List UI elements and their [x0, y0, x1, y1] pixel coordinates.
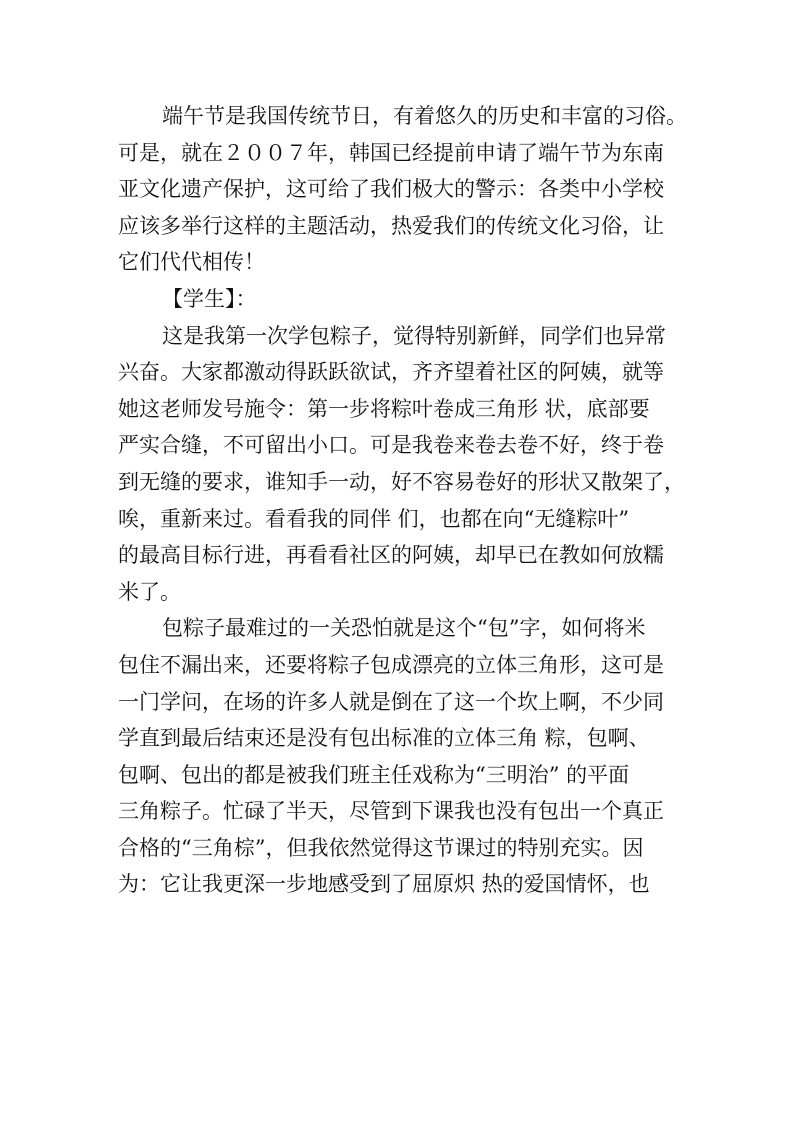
text-line: 可是，就在２００７年，韩国已经提前申请了端午节为东南 — [118, 140, 664, 165]
text-line: 米了。 — [118, 579, 181, 604]
text-line: 的最高目标行进，再看看社区的阿姨，却早已在教如何放糯 — [118, 543, 664, 568]
document-body — [118, 98, 687, 903]
text-line: 包住不漏出来，还要将粽子包成漂亮的立体三角形，这可是 — [118, 652, 664, 677]
paragraph-1 — [118, 98, 687, 281]
text-line: 兴奋。大家都激动得跃跃欲试，齐齐望着社区的阿姨，就等 — [118, 360, 664, 385]
text-line: 到无缝的要求，谁知手一动，好不容易卷好的形状又散架了， — [118, 469, 685, 494]
text-line: 三角粽子。忙碌了半天，尽管到下课我也没有包出一个真正 — [118, 799, 664, 824]
text-line: 一门学问，在场的许多人就是倒在了这一个坎上啊，不少同 — [118, 689, 664, 714]
text-line: 为：它让我更深一步地感受到了屈原炽 热的爱国情怀，也 — [118, 872, 650, 897]
text-line: 亚文化遗产保护，这可给了我们极大的警示：各类中小学校 — [118, 177, 664, 202]
text-line: 应该多举行这样的主题活动，热爱我们的传统文化习俗，让 — [118, 213, 664, 238]
text-line: 包粽子最难过的一关恐怕就是这个“包”字，如何将米 — [162, 616, 646, 641]
text-line: 包啊、包出的都是被我们班主任戏称为“三明治” 的平面 — [118, 762, 630, 787]
text-line: 端午节是我国传统节日，有着悠久的历史和丰富的习俗。 — [162, 104, 687, 128]
paragraph-3 — [118, 318, 685, 611]
text-line: 唉，重新来过。看看我的同伴 们，也都在向“无缝粽叶” — [118, 506, 630, 531]
text-line: 严实合缝，不可留出小口。可是我卷来卷去卷不好，终于卷 — [118, 433, 664, 458]
paragraph-4 — [118, 610, 678, 903]
text-line: 她这老师发号施令：第一步将粽叶卷成三角形 状，底部要 — [118, 396, 650, 421]
text-line: 这是我第一次学包粽子，觉得特别新鲜，同学们也异常 — [162, 323, 666, 348]
text-line: 合格的“三角棕”，但我依然觉得这节课过的特别充实。因 — [118, 835, 644, 860]
section-heading: 【学生】： — [162, 286, 257, 311]
text-line: 它们代代相传！ — [118, 250, 265, 275]
paragraph-2-heading — [118, 281, 678, 318]
text-line: 学直到最后结束还是没有包出标准的立体三角 粽，包啊、 — [118, 726, 650, 751]
